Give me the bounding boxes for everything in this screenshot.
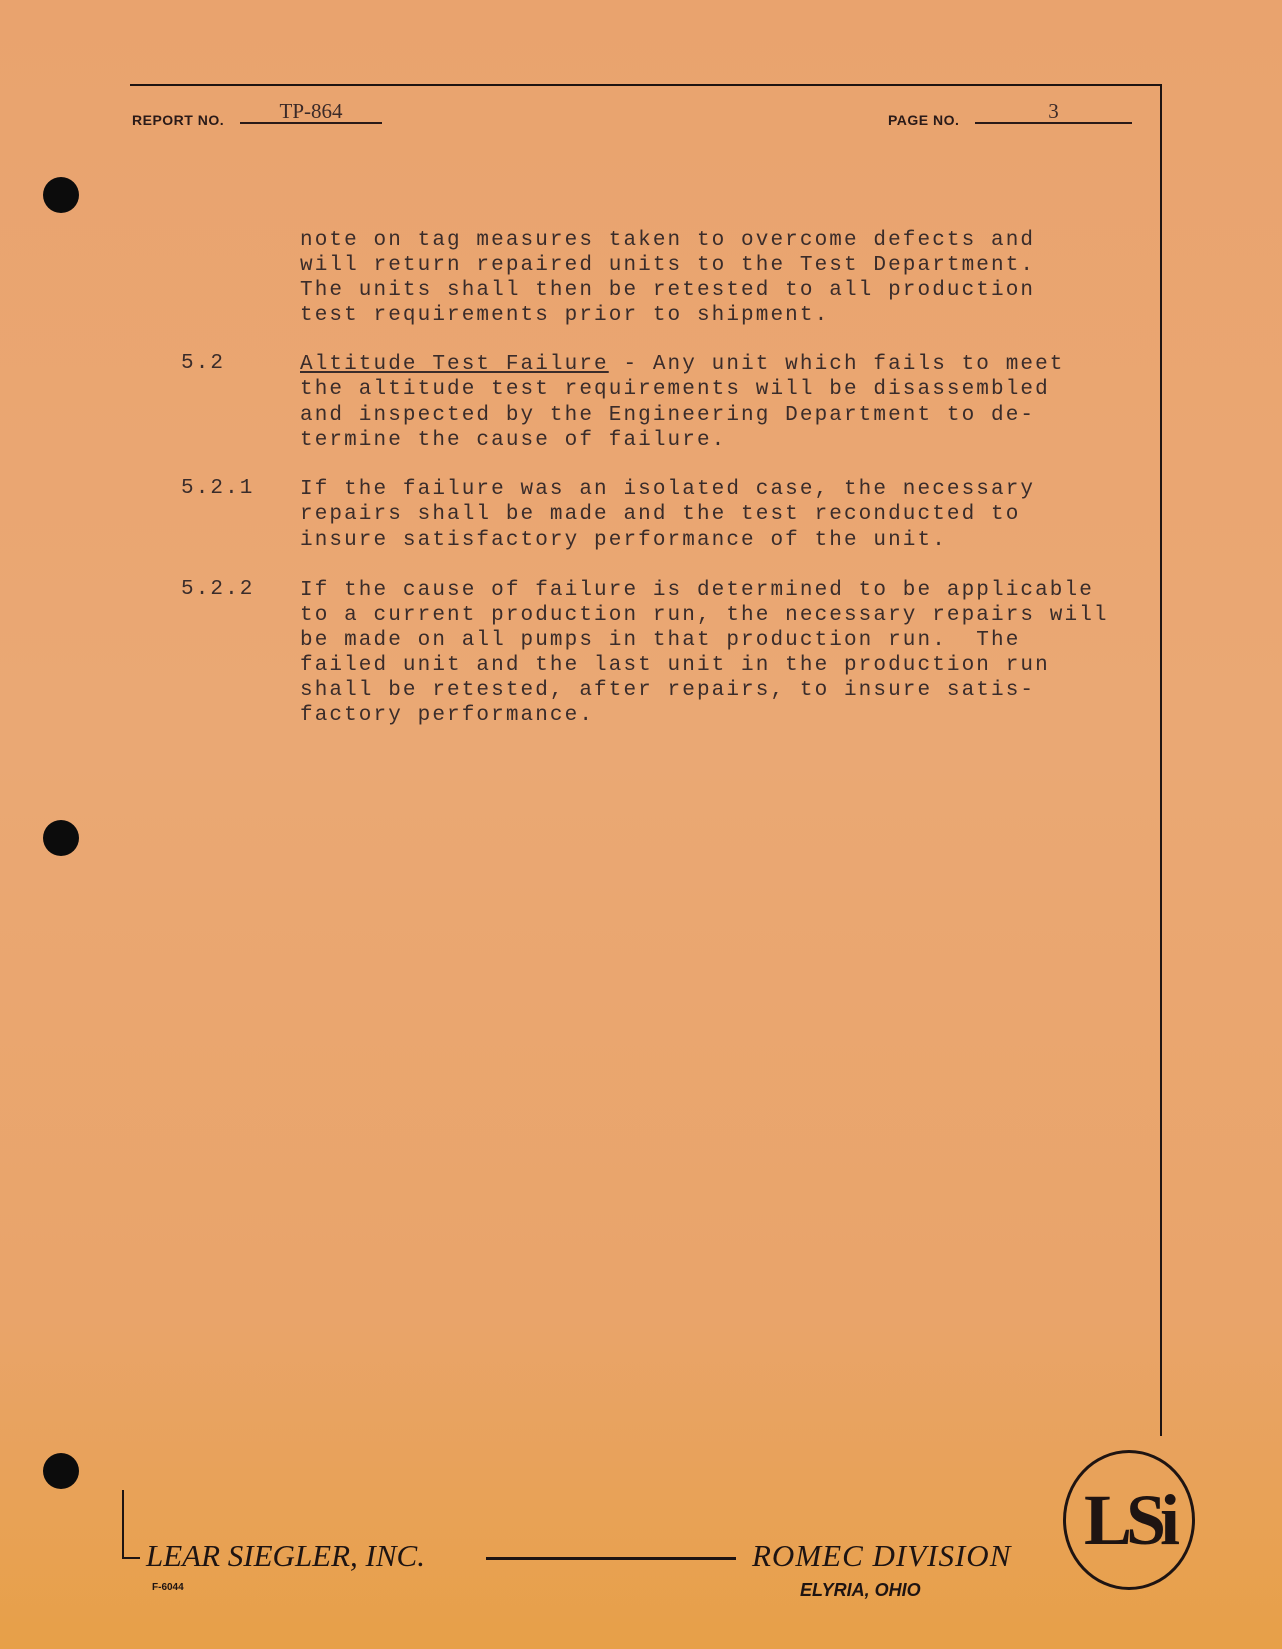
lsi-logo bbox=[1063, 1450, 1195, 1590]
section-title: Altitude Test Failure bbox=[300, 353, 609, 376]
section-number: 5.2.2 bbox=[181, 578, 255, 601]
text-line: repairs shall be made and the test reconducted to bbox=[300, 503, 1021, 526]
text-line: insure satisfactory performance of the unit. bbox=[300, 529, 947, 552]
form-number: F-6044 bbox=[152, 1582, 184, 1593]
text-fragment: - Any unit which fails to meet bbox=[608, 353, 1065, 376]
text-line: factory performance. bbox=[300, 704, 595, 727]
text-line: be made on all pumps in that production run. The bbox=[300, 629, 1021, 652]
report-number-label: REPORT NO. bbox=[132, 112, 225, 128]
text-line: If the failure was an isolated case, the necessary bbox=[300, 478, 1036, 501]
report-number: TP-864 bbox=[240, 100, 382, 124]
text-line: to a current production run, the necessary repairs will bbox=[300, 604, 1109, 627]
page-number: 3 bbox=[975, 100, 1132, 124]
location: ELYRIA, OHIO bbox=[800, 1580, 921, 1600]
punch-hole bbox=[43, 177, 79, 213]
division-name: ROMEC DIVISION bbox=[752, 1538, 1012, 1573]
border-left bbox=[122, 1490, 124, 1558]
border-hook bbox=[122, 1557, 140, 1559]
company-name: LEAR SIEGLER, INC. bbox=[146, 1538, 425, 1573]
text-line: The units shall then be retested to all production bbox=[300, 279, 1036, 302]
text-line bbox=[300, 352, 1065, 377]
punch-hole bbox=[43, 1453, 79, 1489]
border-right bbox=[1160, 84, 1162, 1436]
text-line: test requirements prior to shipment. bbox=[300, 304, 830, 327]
border-top bbox=[130, 84, 1162, 86]
punch-hole bbox=[43, 820, 79, 856]
section-number: 5.2 bbox=[181, 352, 226, 375]
text-line: the altitude test requirements will be disassembled bbox=[300, 378, 1050, 401]
text-line: and inspected by the Engineering Department to de- bbox=[300, 404, 1036, 427]
logo-lettering: LSi bbox=[1083, 1479, 1175, 1560]
text-line: will return repaired units to the Test Department. bbox=[300, 254, 1036, 277]
text-line: If the cause of failure is determined to be applicable bbox=[300, 579, 1094, 602]
page-number-label: PAGE NO. bbox=[888, 112, 960, 128]
text-line: termine the cause of failure. bbox=[300, 429, 727, 452]
text-line: note on tag measures taken to overcome defects and bbox=[300, 229, 1036, 252]
text-line: failed unit and the last unit in the production run bbox=[300, 654, 1050, 677]
footer-rule bbox=[486, 1557, 736, 1560]
text-line: shall be retested, after repairs, to insure satis- bbox=[300, 679, 1036, 702]
section-number: 5.2.1 bbox=[181, 477, 255, 500]
